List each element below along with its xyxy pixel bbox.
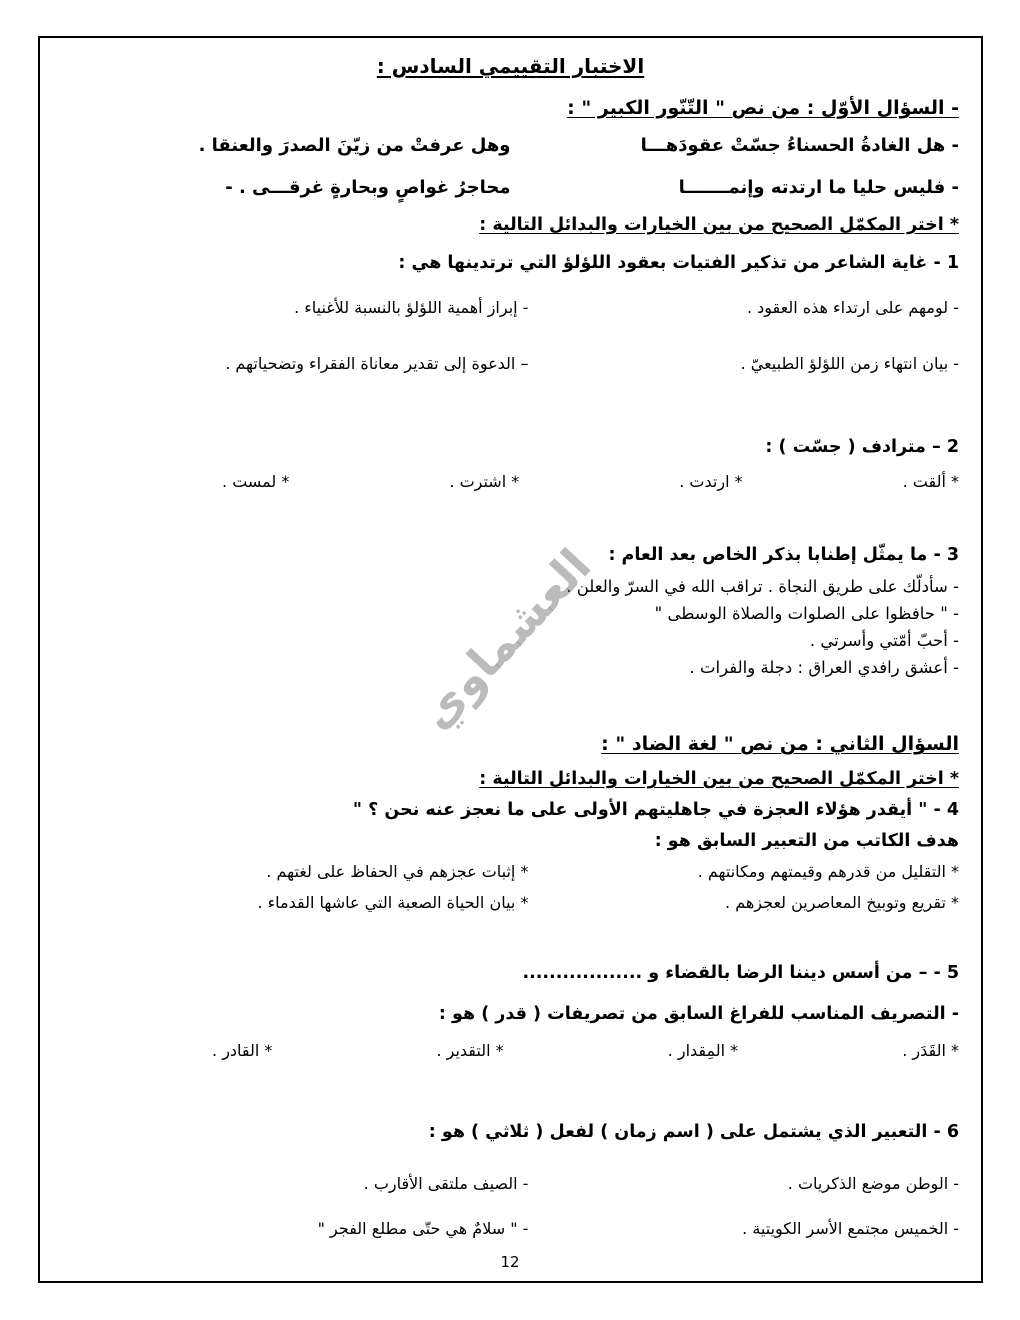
verse-hemistich-right: - هل الغادةُ الحسناءُ جسّتْ عقودَهـــا xyxy=(640,134,959,156)
option-item: * تقريع وتوبيخ المعاصرين لعجزهم . xyxy=(725,893,959,913)
option-item: - الخميس مجتمع الأسر الكويتية . xyxy=(742,1219,959,1239)
option-item: * القَدَر . xyxy=(902,1041,959,1061)
verse-line-1 xyxy=(62,133,959,159)
page-title: الاختبار التقييمي السادس : xyxy=(376,54,645,78)
section2-instruction: * اختر المكمّل الصحيح من بين الخيارات والبدائل التالية : xyxy=(479,769,959,790)
section2-heading: السؤال الثاني : من نص " لغة الضاد " : xyxy=(601,733,959,756)
question-3-text: 3 - ما يمثّل إطنابا بذكر الخاص بعد العام : xyxy=(608,545,959,566)
page-border-frame xyxy=(38,36,983,1283)
option-item: * لمست . xyxy=(222,472,290,492)
question-5-subtext: - التصريف المناسب للفراغ السابق من تصريفات ( قدر ) هو : xyxy=(438,1003,959,1024)
option-item: - بيان انتهاء زمن اللؤلؤ الطبيعيّ . xyxy=(740,353,959,373)
question-2-text: 2 – مترادف ( جسّت ) : xyxy=(765,436,959,457)
option-item: * ارتدت . xyxy=(679,472,743,492)
question-5-options xyxy=(62,1039,959,1062)
option-item: * المِقدار . xyxy=(667,1041,739,1061)
question-6-option-row-2 xyxy=(62,1217,959,1240)
option-item: - أعشق رافدي العراق : دجلة والفرات . xyxy=(689,657,959,677)
question-6-text: 6 - التعبير الذي يشتمل على ( اسم زمان ) لفعل ( ثلاثي ) هو : xyxy=(428,1122,959,1143)
verse-hemistich-right: - فليس حليا ما ارتدته وإنمـــــــا xyxy=(678,176,959,198)
section1-heading: - السؤال الأوّل : من نص " التّنّور الكبير " : xyxy=(567,97,959,119)
option-item: - لومهم على ارتداء هذه العقود . xyxy=(746,298,959,318)
option-item: - الصيف ملتقى الأقارب . xyxy=(363,1173,529,1193)
option-item: - أحبّ أمّتي وأسرتي . xyxy=(809,630,959,650)
verse-hemistich-left: محاجرُ غواصٍ وبحارةٍ غرقـــى . - xyxy=(225,176,511,198)
question-1-option-row-2 xyxy=(62,352,959,375)
option-item: – الدعوة إلى تقدير معاناة الفقراء وتضحياتهم . xyxy=(225,353,529,373)
option-item: * بيان الحياة الصعبة التي عاشها القدماء . xyxy=(257,893,529,913)
question-5-text: 5 - – من أسس ديننا الرضا بالقضاء و .................. xyxy=(522,962,959,983)
question-1-option-row-1 xyxy=(62,296,959,319)
option-item: - " حافظوا على الصلوات والصلاة الوسطى " xyxy=(654,603,959,623)
option-item: - " سلامٌ هي حتّى مطلع الفجر " xyxy=(317,1219,529,1239)
option-item: - سأدلّك على طريق النجاة . تراقب الله في السرّ والعلن . xyxy=(566,576,959,596)
section1-instruction: * اختر المكمّل الصحيح من بين الخيارات والبدائل التالية : xyxy=(479,214,959,235)
option-item: - الوطن موضع الذكريات . xyxy=(787,1173,959,1193)
option-item: - إبراز أهمية اللؤلؤ بالنسبة للأغنياء . xyxy=(294,298,529,318)
verse-hemistich-left: وهل عرفتْ من زيّنَ الصدرَ والعنقا . xyxy=(198,134,511,156)
question-4-option-row-1 xyxy=(62,860,959,883)
question-3-options xyxy=(62,575,959,680)
option-item: * اشترت . xyxy=(449,472,520,492)
question-1-text: 1 - غاية الشاعر من تذكير الفتيات بعقود اللؤلؤ التي ترتدينها هي : xyxy=(398,253,959,274)
question-4-option-row-2 xyxy=(62,891,959,914)
question-2-options xyxy=(62,470,959,493)
question-6-option-row-1 xyxy=(62,1172,959,1195)
question-4-text: 4 - " أيقدر هؤلاء العجزة في جاهليتهم الأولى على ما نعجز عنه نحن ؟ " xyxy=(352,800,959,821)
page-number: 12 xyxy=(500,1253,520,1271)
option-item: * التقدير . xyxy=(436,1041,504,1061)
option-item: * ألقت . xyxy=(902,472,959,492)
option-item: * التقليل من قدرهم وقيمتهم ومكانتهم . xyxy=(697,862,959,882)
option-item: * إثبات عجزهم في الحفاظ على لغتهم . xyxy=(266,862,529,882)
question-4-subtext: هدف الكاتب من التعبير السابق هو : xyxy=(654,830,959,851)
option-item: * القادر . xyxy=(212,1041,273,1061)
watermark: العشماوي xyxy=(408,538,602,740)
verse-line-2 xyxy=(62,175,959,201)
